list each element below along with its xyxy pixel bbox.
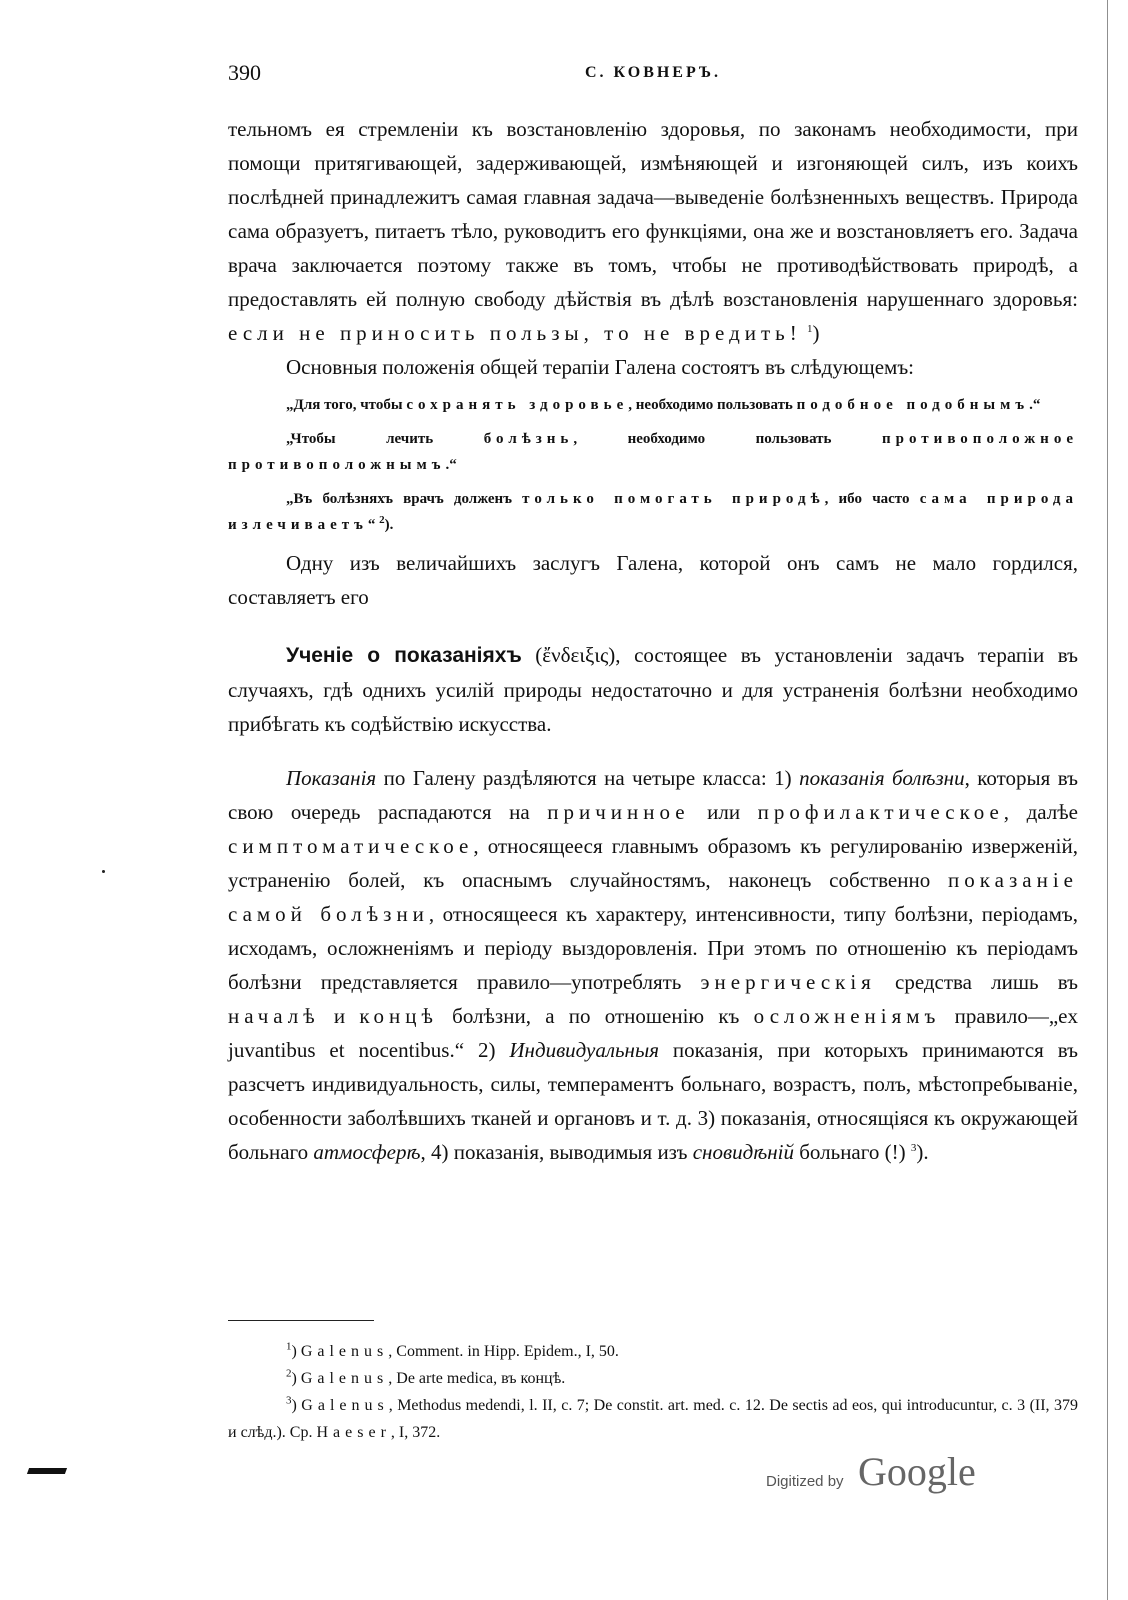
page-number: 390 — [228, 60, 261, 85]
footnote-ref: 1 — [807, 323, 813, 335]
spaced-emphasis: если не приносить пользы, то не вредить! — [228, 321, 802, 345]
paragraph-2: Основныя положенія общей терапіи Галена состоятъ въ слѣдующемъ: — [286, 355, 915, 379]
section-heading: Ученіе о показаніяхъ — [286, 644, 522, 667]
footnote-3: $^3$) Galenus, Methodus medendi, l. II, c. 7; De constit. art. med. c. 12. De sectis ad eos, qui introducuntur, c. 3 (II, 379 и слѣд.). Ср. Haeser, I, 372. — [228, 1394, 1079, 1441]
margin-dot — [102, 870, 105, 873]
footnote-2: $^2$) Galenus, De arte medica, въ концѣ. — [286, 1367, 566, 1387]
page-header — [228, 60, 1078, 90]
footnotes — [228, 1338, 1078, 1446]
paragraph-3: Одну изъ величайшихъ заслугъ Галена, которой онъ самъ не мало гордился, составляетъ его — [228, 551, 1078, 609]
quote-3: „Въ болѣзняхъ врачъ долженъ только помогать природѣ, ибо часто сама природа излечиваетъ“ $^2$). — [228, 491, 1078, 533]
footnote-1: $^1$) Galenus, Comment. in Hipp. Epidem., I, 50. — [286, 1340, 619, 1360]
quote-1: „Для того, чтобы сохранять здоровье, необходимо пользовать подобное подобнымъ.“ — [286, 397, 1041, 413]
footnote-divider — [228, 1320, 374, 1321]
running-head: С. КОВНЕРЪ. — [584, 64, 721, 81]
page-edge-line — [1107, 0, 1108, 1600]
footnote-ref: 3 — [910, 1142, 917, 1154]
digitized-watermark — [766, 1448, 996, 1498]
paragraph-5: Показанія по Галену раздѣляются на четыре класса: 1) показанія болѣзни, которыя въ свою очередь распадаются на причинное или профилактическое, далѣе симптоматическое, относящееся главнымъ образомъ къ регулированію изверженій, устраненію болей, къ опаснымъ случайностямъ, наконецъ собственно показаніе самой болѣзни, относящееся къ характеру, интенсивности, типу болѣзни, періодамъ, исходамъ, осложненіямъ и періоду выздоровленія. При этомъ по отношенію къ періодамъ болѣзни представляется правило—употреблять энергическія средства лишь въ началѣ и концѣ болѣзни, а по отношенію къ осложненіямъ правило—„ex juvantibus et nocentibus.“ 2) Индивидуальныя показанія, при которыхъ принимаются въ разсчетъ индивидуальность, силы, темпераментъ больнаго, возрастъ, полъ, мѣстопребываніе, особенности заболѣвшихъ тканей и органовъ и т. д. 3) показанія, относящіяся къ окружающей больнаго атмосферѣ, 4) показанія, выводимыя изъ сновидѣній больнаго (!) $^3$). — [228, 766, 1079, 1164]
watermark-prefix: Digitized by — [766, 1473, 844, 1490]
margin-scan-mark — [27, 1468, 67, 1474]
footnote-ref: 2 — [379, 514, 385, 526]
main-text — [228, 112, 1078, 1169]
quote-2: „Чтобы лечить болѣзнь, необходимо пользовать противоположное противоположнымъ.“ — [228, 431, 1078, 473]
google-logo: Google — [858, 1449, 976, 1494]
paragraph-4: Ученіе о показаніяхъ (ἔνδειξις), состоящее въ установленіи задачъ терапіи въ случаяхъ, гдѣ однихъ усилій природы недостаточно и для устраненія болѣзни необходимо прибѣгать къ содѣйствію искусства. — [228, 643, 1079, 736]
paragraph-1: тельномъ ея стремленіи къ возстановленію здоровья, по законамъ необходимости, при помощи притягивающей, задерживающей, измѣняющей и изгоняющей силъ, изъ коихъ послѣдней принадлежитъ самая главная задача—выведеніе болѣзненныхъ веществъ. Природа сама образуетъ, питаетъ тѣло, руководитъ его функціями, она же и возстановляетъ его. Задача врача заключается поэтому также въ томъ, чтобы не противодѣйствовать природѣ, а предоставлять ей полную свободу дѣйствія въ дѣлѣ возстановленія нарушеннаго здоровья: если не приносить пользы, то не вредить! $^1$) — [228, 117, 1078, 345]
